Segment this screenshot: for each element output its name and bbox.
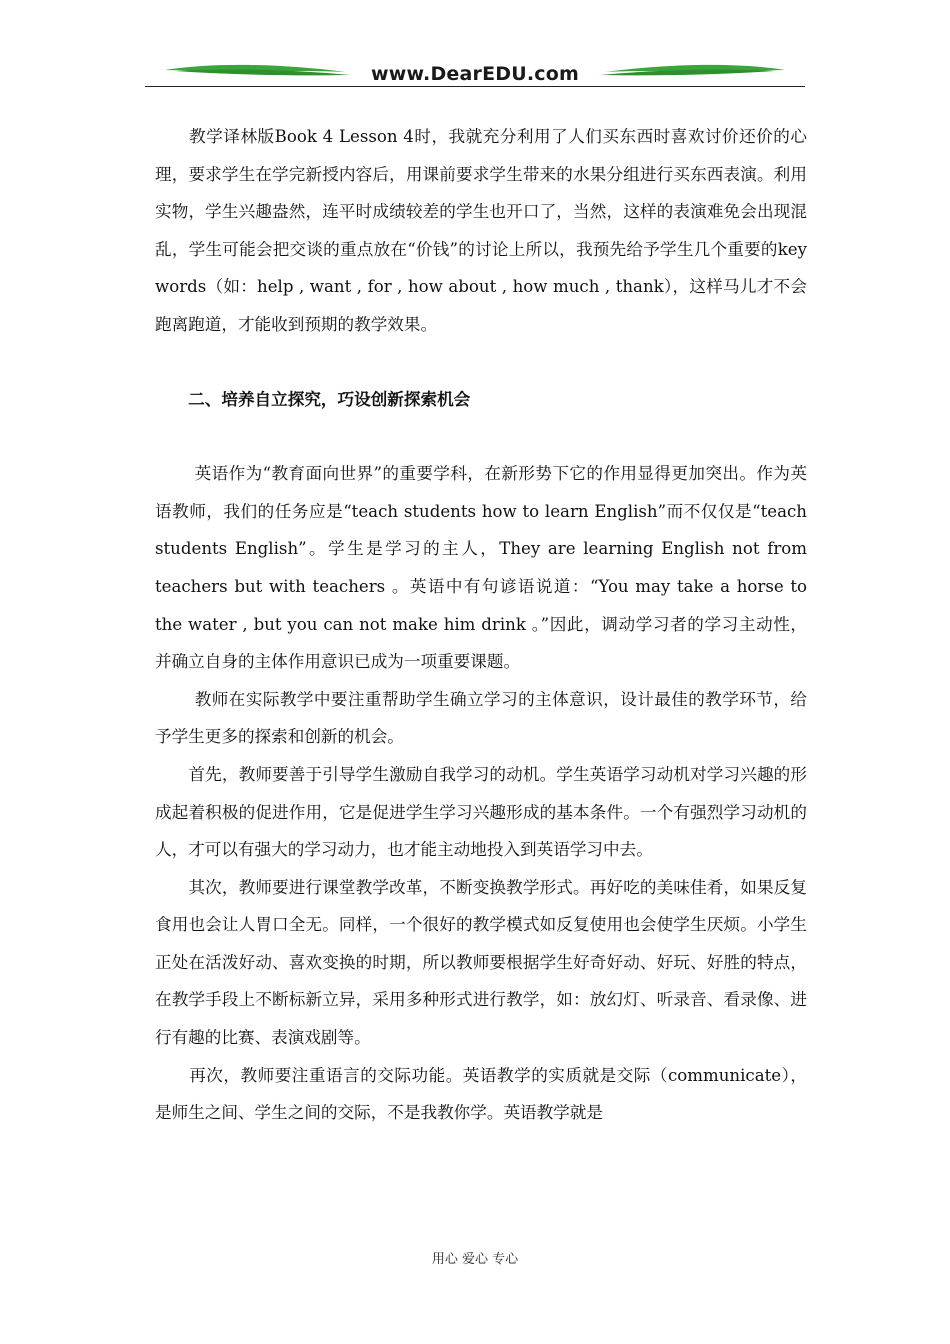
paragraph: 再次，教师要注重语言的交际功能。英语教学的实质就是交际（communicate），是师生之间、学生之间的交际，不是我教你学。英语教学就是 [155,1065,807,1123]
paragraph: 其次，教师要进行课堂教学改革，不断变换教学形式。再好吃的美味佳肴，如果反复食用也会让人胃口全无。同样，一个很好的教学模式如反复使用也会使学生厌烦。小学生正处在活泼好动、喜欢变换的时期，所以教师要根据学生好奇好动、好玩、好胜的特点，在教学手段上不断标新立异，采用多种形式进行教学，如：放幻灯、听录音、看录像、进行有趣的比赛、表演戏剧等。 [155,877,807,1048]
site-url: www.DearEDU.com [370,63,580,85]
spacer [155,344,807,381]
paragraph: 教师在实际教学中要注重帮助学生确立学习的主体意识，设计最佳的教学环节，给予学生更多的探索和创新的机会。 [155,689,807,747]
spacer [155,418,807,455]
paragraph: 英语作为“教育面向世界”的重要学科，在新形势下它的作用显得更加突出。作为英语教师，我们的任务应是“teach students how to learn English”而不仅仅是“teach students English”。学生是学习的主人，They are learning English not from teachers but with teachers 。英语中有句谚语说道：“You may take a horse to the water , but you can not make him drink 。”因此，调动学习者的学习主动性，并确立自身的主体作用意识已成为一项重要课题。 [155,464,807,672]
paragraph: 首先，教师要善于引导学生激励自我学习的动机。学生英语学习动机对学习兴趣的形成起着积极的促进作用，它是促进学生学习兴趣形成的基本条件。一个有强烈学习动机的人，才可以有强大的学习动力，也才能主动地投入到英语学习中去。 [155,764,807,860]
page-footer: 用心 爱心 专心 [431,1252,519,1267]
header-divider [145,86,805,87]
page-header [145,58,805,92]
document-body [155,118,807,1132]
paragraph: 教学译林版Book 4 Lesson 4时，我就充分利用了人们买东西时喜欢讨价还价的心理，要求学生在学完新授内容后，用课前要求学生带来的水果分组进行买东西表演。利用实物，学生兴趣盎然，连平时成绩较差的学生也开口了，当然，这样的表演难免会出现混乱，学生可能会把交谈的重点放在“价钱”的讨论上所以，我预先给予学生几个重要的key words（如：help , want , for , how about , how much , thank），这样马儿才不会跑离跑道，才能收到预期的教学效果。 [155,127,807,334]
section-heading: 二、培养自立探究，巧设创新探索机会 [155,389,471,409]
